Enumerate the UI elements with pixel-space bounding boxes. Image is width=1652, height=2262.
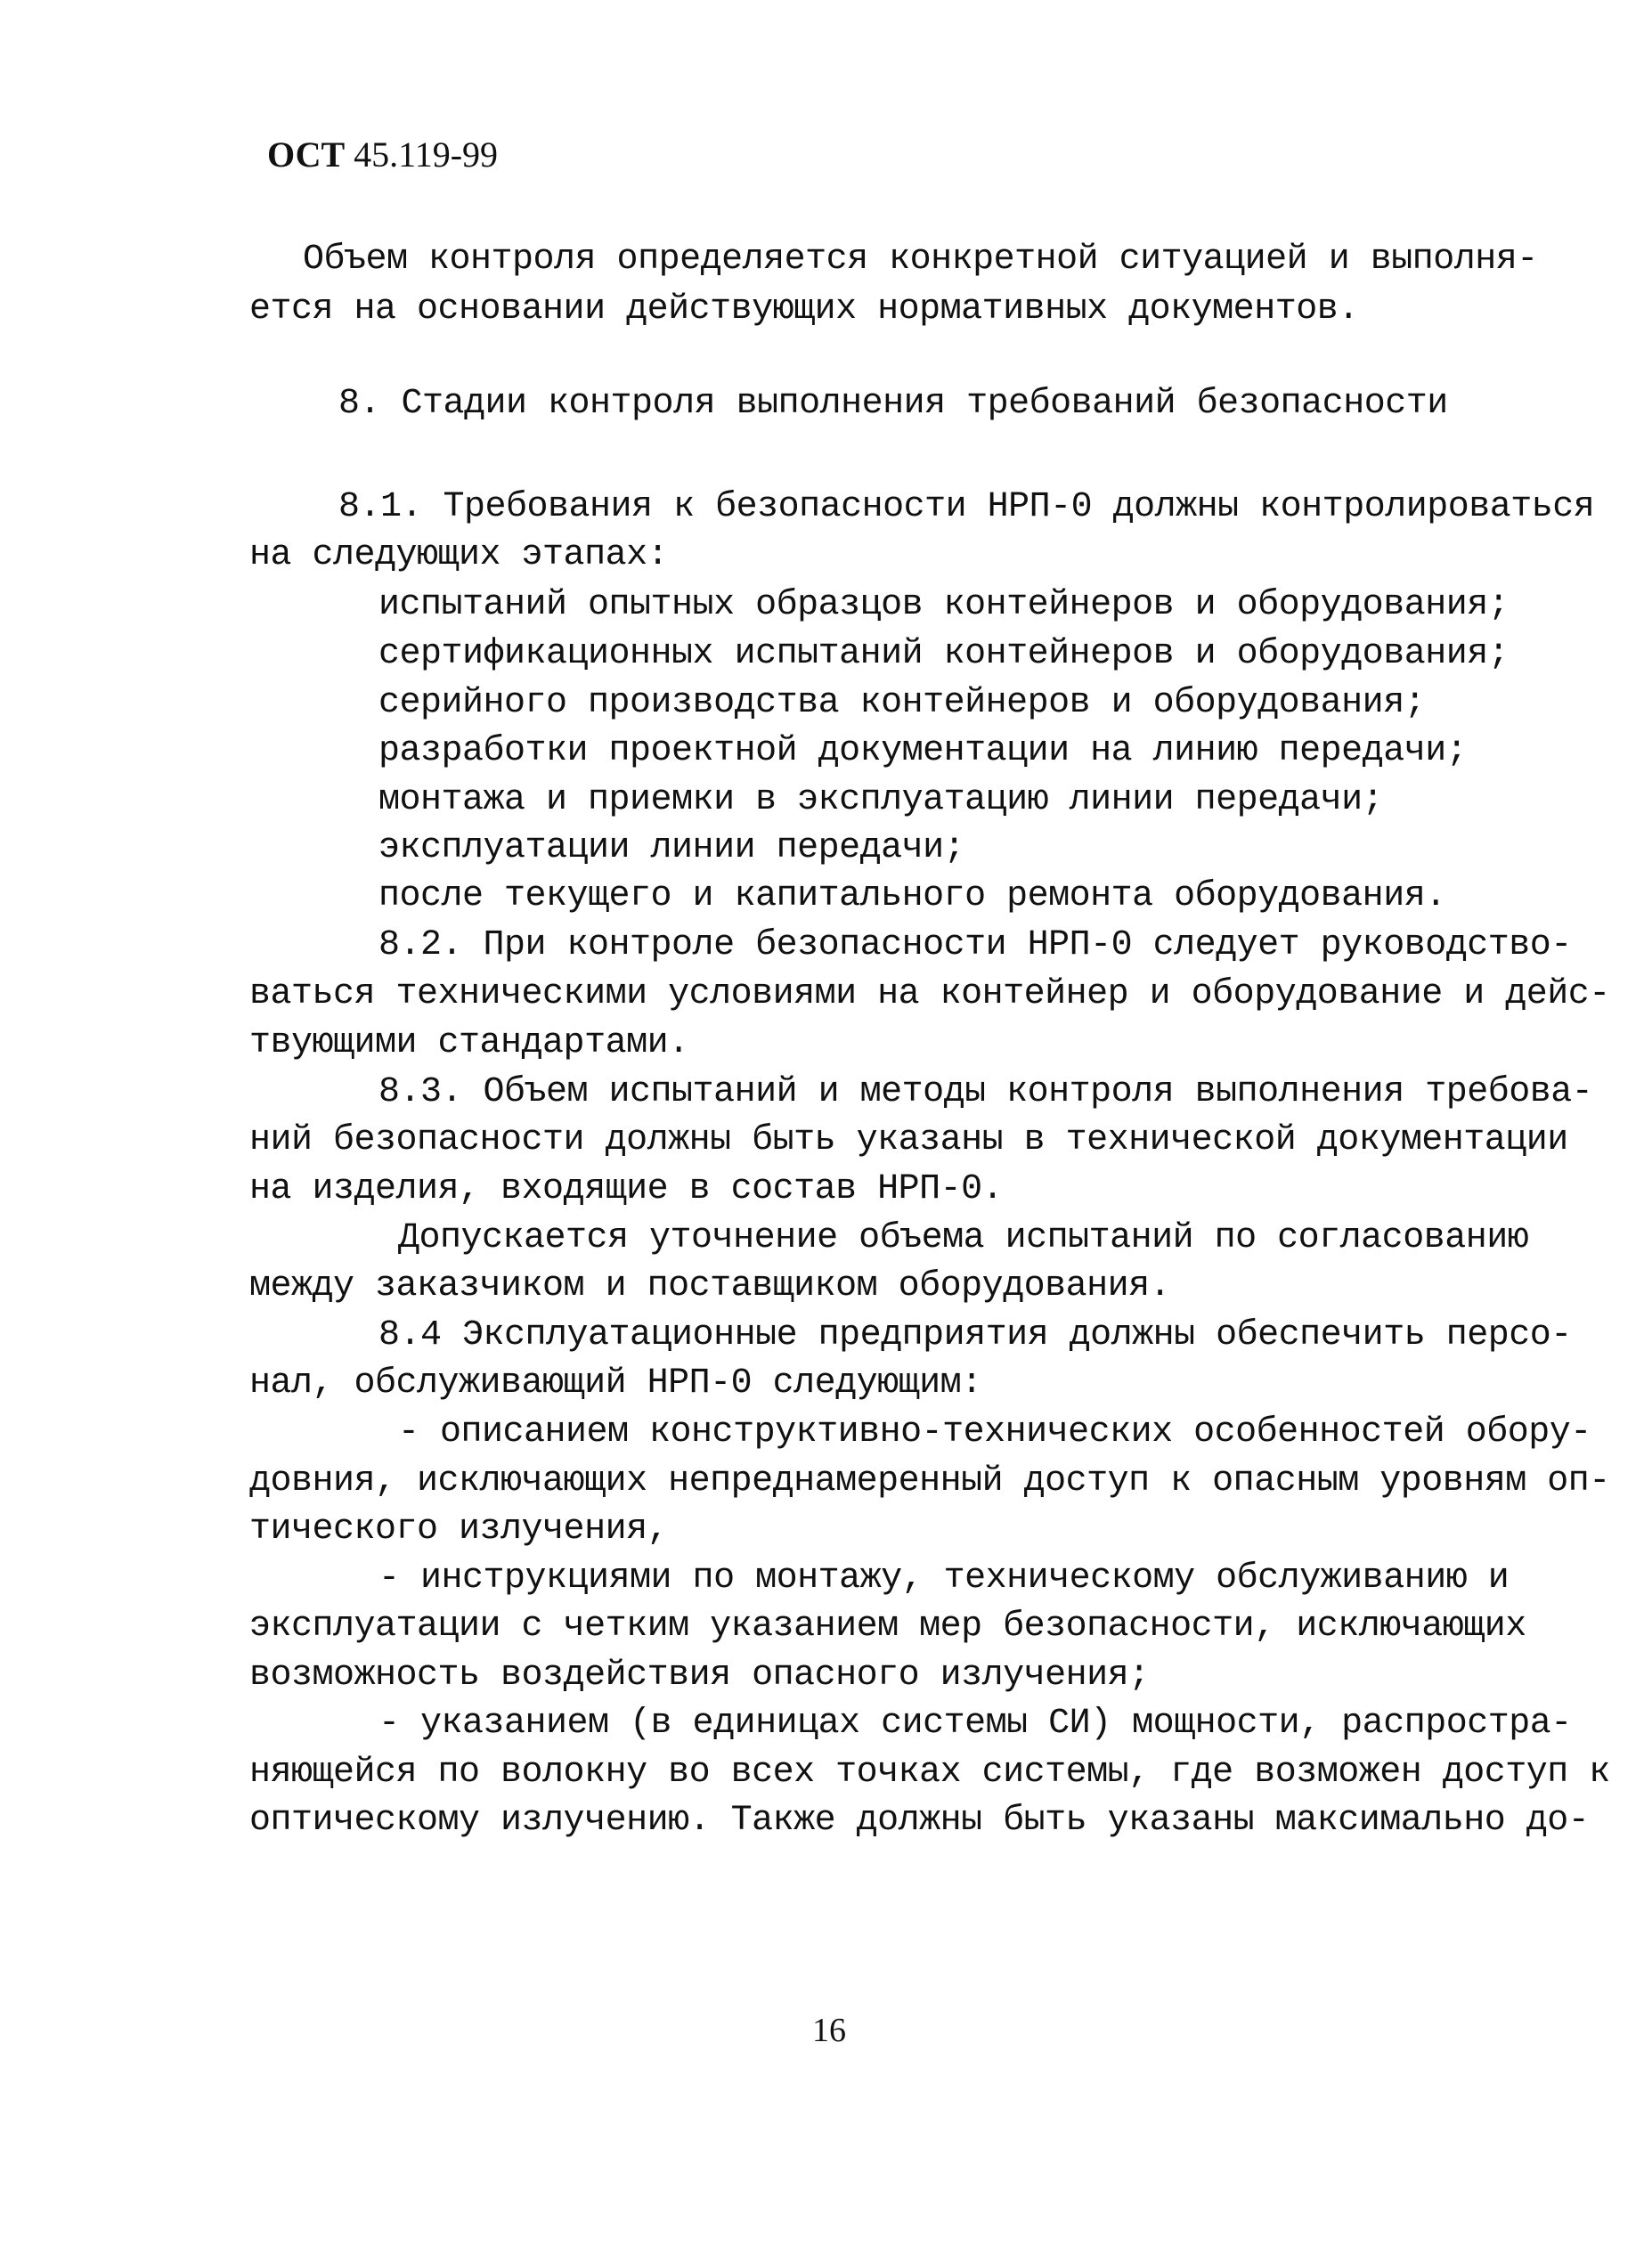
text-line: 8.2. При контроле безопасности НРП-0 следует руководство- xyxy=(378,925,1572,965)
text-line: ваться техническими условиями на контейнер и оборудование и дейс- xyxy=(249,974,1610,1014)
text-line: эксплуатации с четким указанием мер безопасности, исключающих xyxy=(249,1607,1526,1647)
text-line: твующими стандартами. xyxy=(249,1023,689,1063)
document-header xyxy=(267,134,498,175)
list-item: сертификационных испытаний контейнеров и оборудования; xyxy=(378,634,1510,674)
section-heading: 8. Стадии контроля выполнения требований безопасности xyxy=(338,384,1448,424)
list-item: серийного производства контейнеров и оборудования; xyxy=(378,683,1426,723)
list-item: эксплуатации линии передачи; xyxy=(378,828,965,868)
page-number: 16 xyxy=(812,2012,846,2049)
list-item: испытаний опытных образцов контейнеров и оборудования; xyxy=(378,585,1510,625)
text-line: ется на основании действующих нормативных документов. xyxy=(249,289,1359,330)
text-line: Объем контроля определяется конкретной ситуацией и выполня- xyxy=(303,240,1538,280)
list-item: - инструкциями по монтажу, техническому обслуживанию и xyxy=(378,1558,1510,1599)
list-item: монтажа и приемки в эксплуатацию линии передачи; xyxy=(378,780,1384,820)
text-line: 8.1. Требования к безопасности НРП-0 должны контролироваться xyxy=(338,487,1595,527)
text-line: Допускается уточнение объема испытаний по согласованию xyxy=(398,1218,1529,1258)
standard-code: 45.119-99 xyxy=(354,134,499,175)
list-item: - описанием конструктивно-технических особенностей обору- xyxy=(398,1412,1591,1452)
text-line: на изделия, входящие в состав НРП-0. xyxy=(249,1169,1004,1209)
text-line: няющейся по волокну во всех точках системы, где возможен доступ к xyxy=(249,1753,1610,1793)
list-item: разработки проектной документации на линию передачи; xyxy=(378,731,1468,771)
text-line: довния, исключающих непреднамеренный доступ к опасным уровням оп- xyxy=(249,1461,1610,1501)
text-line: оптическому излучению. Также должны быть указаны максимально до- xyxy=(249,1801,1590,1841)
text-line: возможность воздействия опасного излучения; xyxy=(249,1656,1150,1696)
text-line: на следующих этапах: xyxy=(249,535,669,575)
text-line: тического излучения, xyxy=(249,1509,669,1550)
list-item: после текущего и капитального ремонта оборудования. xyxy=(378,876,1446,916)
list-item: - указанием (в единицах системы СИ) мощности, распростра- xyxy=(378,1704,1572,1744)
standard-prefix: ОСТ xyxy=(267,134,346,175)
text-line: нал, обслуживающий НРП-0 следующим: xyxy=(249,1363,982,1404)
text-line: 8.4 Эксплуатационные предприятия должны обеспечить персо- xyxy=(378,1315,1572,1355)
text-line: ний безопасности должны быть указаны в технической документации xyxy=(249,1120,1568,1160)
text-line: между заказчиком и поставщиком оборудования. xyxy=(249,1266,1171,1306)
text-line: 8.3. Объем испытаний и методы контроля выполнения требова- xyxy=(378,1072,1593,1112)
